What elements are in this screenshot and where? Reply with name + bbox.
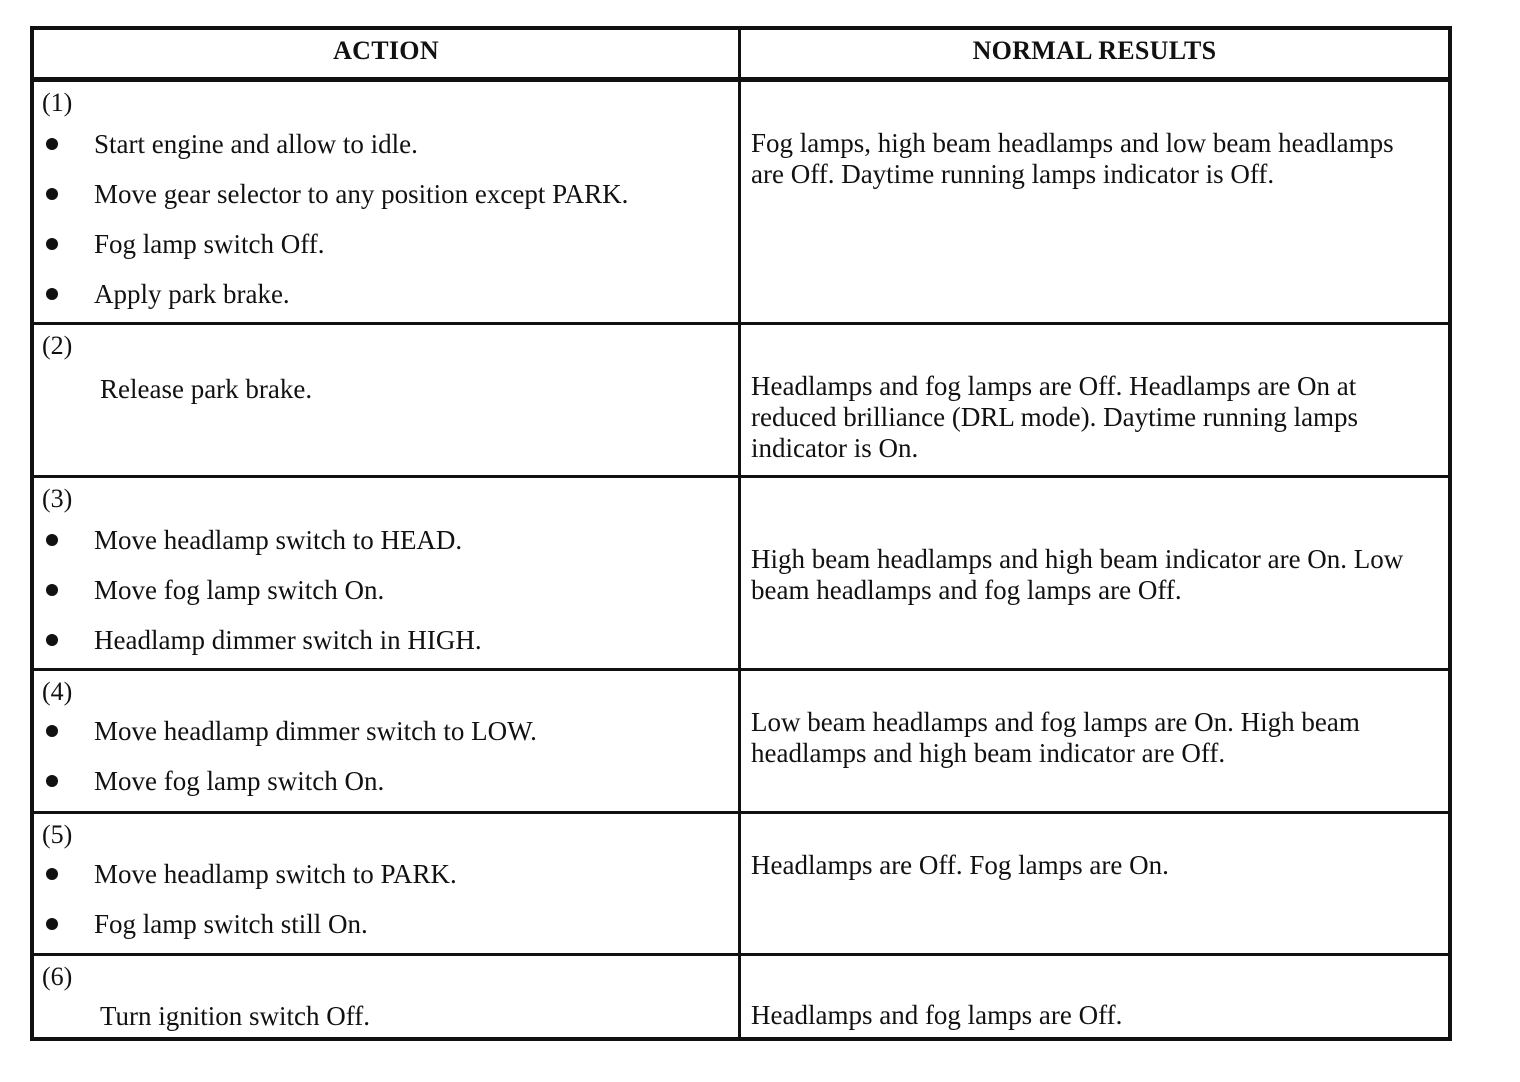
table-header-row xyxy=(34,30,1448,82)
action-list xyxy=(34,522,738,672)
list-item xyxy=(34,763,738,813)
list-item xyxy=(34,856,738,906)
result-text: High beam headlamps and high beam indicator are On. Low beam headlamps and fog lamps are Off. xyxy=(751,544,1404,605)
action-text: Move fog lamp switch On. xyxy=(94,575,385,605)
bullet-icon xyxy=(46,584,58,596)
bullet-icon xyxy=(46,288,58,300)
result-text: Fog lamps, high beam headlamps and low beam headlamps are Off. Daytime running lamps indicator is Off. xyxy=(751,128,1394,189)
result-cell xyxy=(741,814,1448,953)
action-text: Start engine and allow to idle. xyxy=(94,129,418,159)
action-text: Move headlamp switch to HEAD. xyxy=(94,525,463,555)
bullet-icon xyxy=(46,918,58,930)
bullet-icon xyxy=(46,868,58,880)
action-cell xyxy=(34,82,741,322)
step-number: (2) xyxy=(42,331,73,360)
action-list xyxy=(34,126,738,326)
list-item xyxy=(34,126,738,176)
action-cell xyxy=(34,478,741,668)
list-item xyxy=(34,572,738,622)
header-action: ACTION xyxy=(333,36,439,65)
action-text: Headlamp dimmer switch in HIGH. xyxy=(94,625,482,655)
action-text: Apply park brake. xyxy=(94,279,290,309)
result-cell xyxy=(741,82,1448,322)
header-results-cell xyxy=(741,30,1448,77)
result-cell xyxy=(741,478,1448,668)
bullet-icon xyxy=(46,775,58,787)
list-item xyxy=(34,522,738,572)
action-text: Move headlamp dimmer switch to LOW. xyxy=(94,716,537,746)
headlamp-test-table xyxy=(30,26,1452,1041)
bullet-icon xyxy=(46,534,58,546)
result-text: Low beam headlamps and fog lamps are On. High beam headlamps and high beam indicator are Off. xyxy=(751,707,1360,768)
result-text: Headlamps are Off. Fog lamps are On. xyxy=(751,850,1169,880)
action-text: Move headlamp switch to PARK. xyxy=(94,859,457,889)
table-row xyxy=(34,478,1448,671)
bullet-icon xyxy=(46,725,58,737)
action-text: Turn ignition switch Off. xyxy=(100,1001,371,1031)
step-number: (5) xyxy=(42,820,73,849)
result-cell xyxy=(741,671,1448,811)
table-row xyxy=(34,956,1448,1041)
action-text: Release park brake. xyxy=(100,374,313,404)
table-row xyxy=(34,814,1448,956)
table-row xyxy=(34,671,1448,814)
bullet-icon xyxy=(46,634,58,646)
list-item xyxy=(34,176,738,226)
action-text: Fog lamp switch still On. xyxy=(94,909,368,939)
list-item xyxy=(34,906,738,956)
step-number: (6) xyxy=(42,962,73,991)
list-item xyxy=(34,226,738,276)
action-list xyxy=(34,856,738,956)
step-number: (4) xyxy=(42,677,73,706)
bullet-icon xyxy=(46,138,58,150)
result-cell xyxy=(741,956,1448,1041)
action-list xyxy=(34,713,738,813)
action-text: Move gear selector to any position except PARK. xyxy=(94,179,629,209)
step-number: (3) xyxy=(42,484,73,513)
bullet-icon xyxy=(46,238,58,250)
action-text: Fog lamp switch Off. xyxy=(94,229,325,259)
step-number: (1) xyxy=(42,88,73,117)
action-cell xyxy=(34,325,741,475)
list-item xyxy=(34,713,738,763)
result-text: Headlamps and fog lamps are Off. Headlamps are On at reduced brilliance (DRL mode). Daytime running lamps indicator is On. xyxy=(751,371,1359,463)
table-row xyxy=(34,325,1448,478)
header-normal-results: NORMAL RESULTS xyxy=(972,36,1217,65)
result-cell xyxy=(741,325,1448,475)
action-text: Move fog lamp switch On. xyxy=(94,766,385,796)
list-item xyxy=(34,622,738,672)
result-text: Headlamps and fog lamps are Off. xyxy=(751,1000,1123,1030)
action-cell xyxy=(34,956,741,1041)
action-cell xyxy=(34,671,741,811)
table-row xyxy=(34,82,1448,325)
bullet-icon xyxy=(46,188,58,200)
header-action-cell xyxy=(34,30,741,77)
action-cell xyxy=(34,814,741,953)
list-item xyxy=(34,276,738,326)
